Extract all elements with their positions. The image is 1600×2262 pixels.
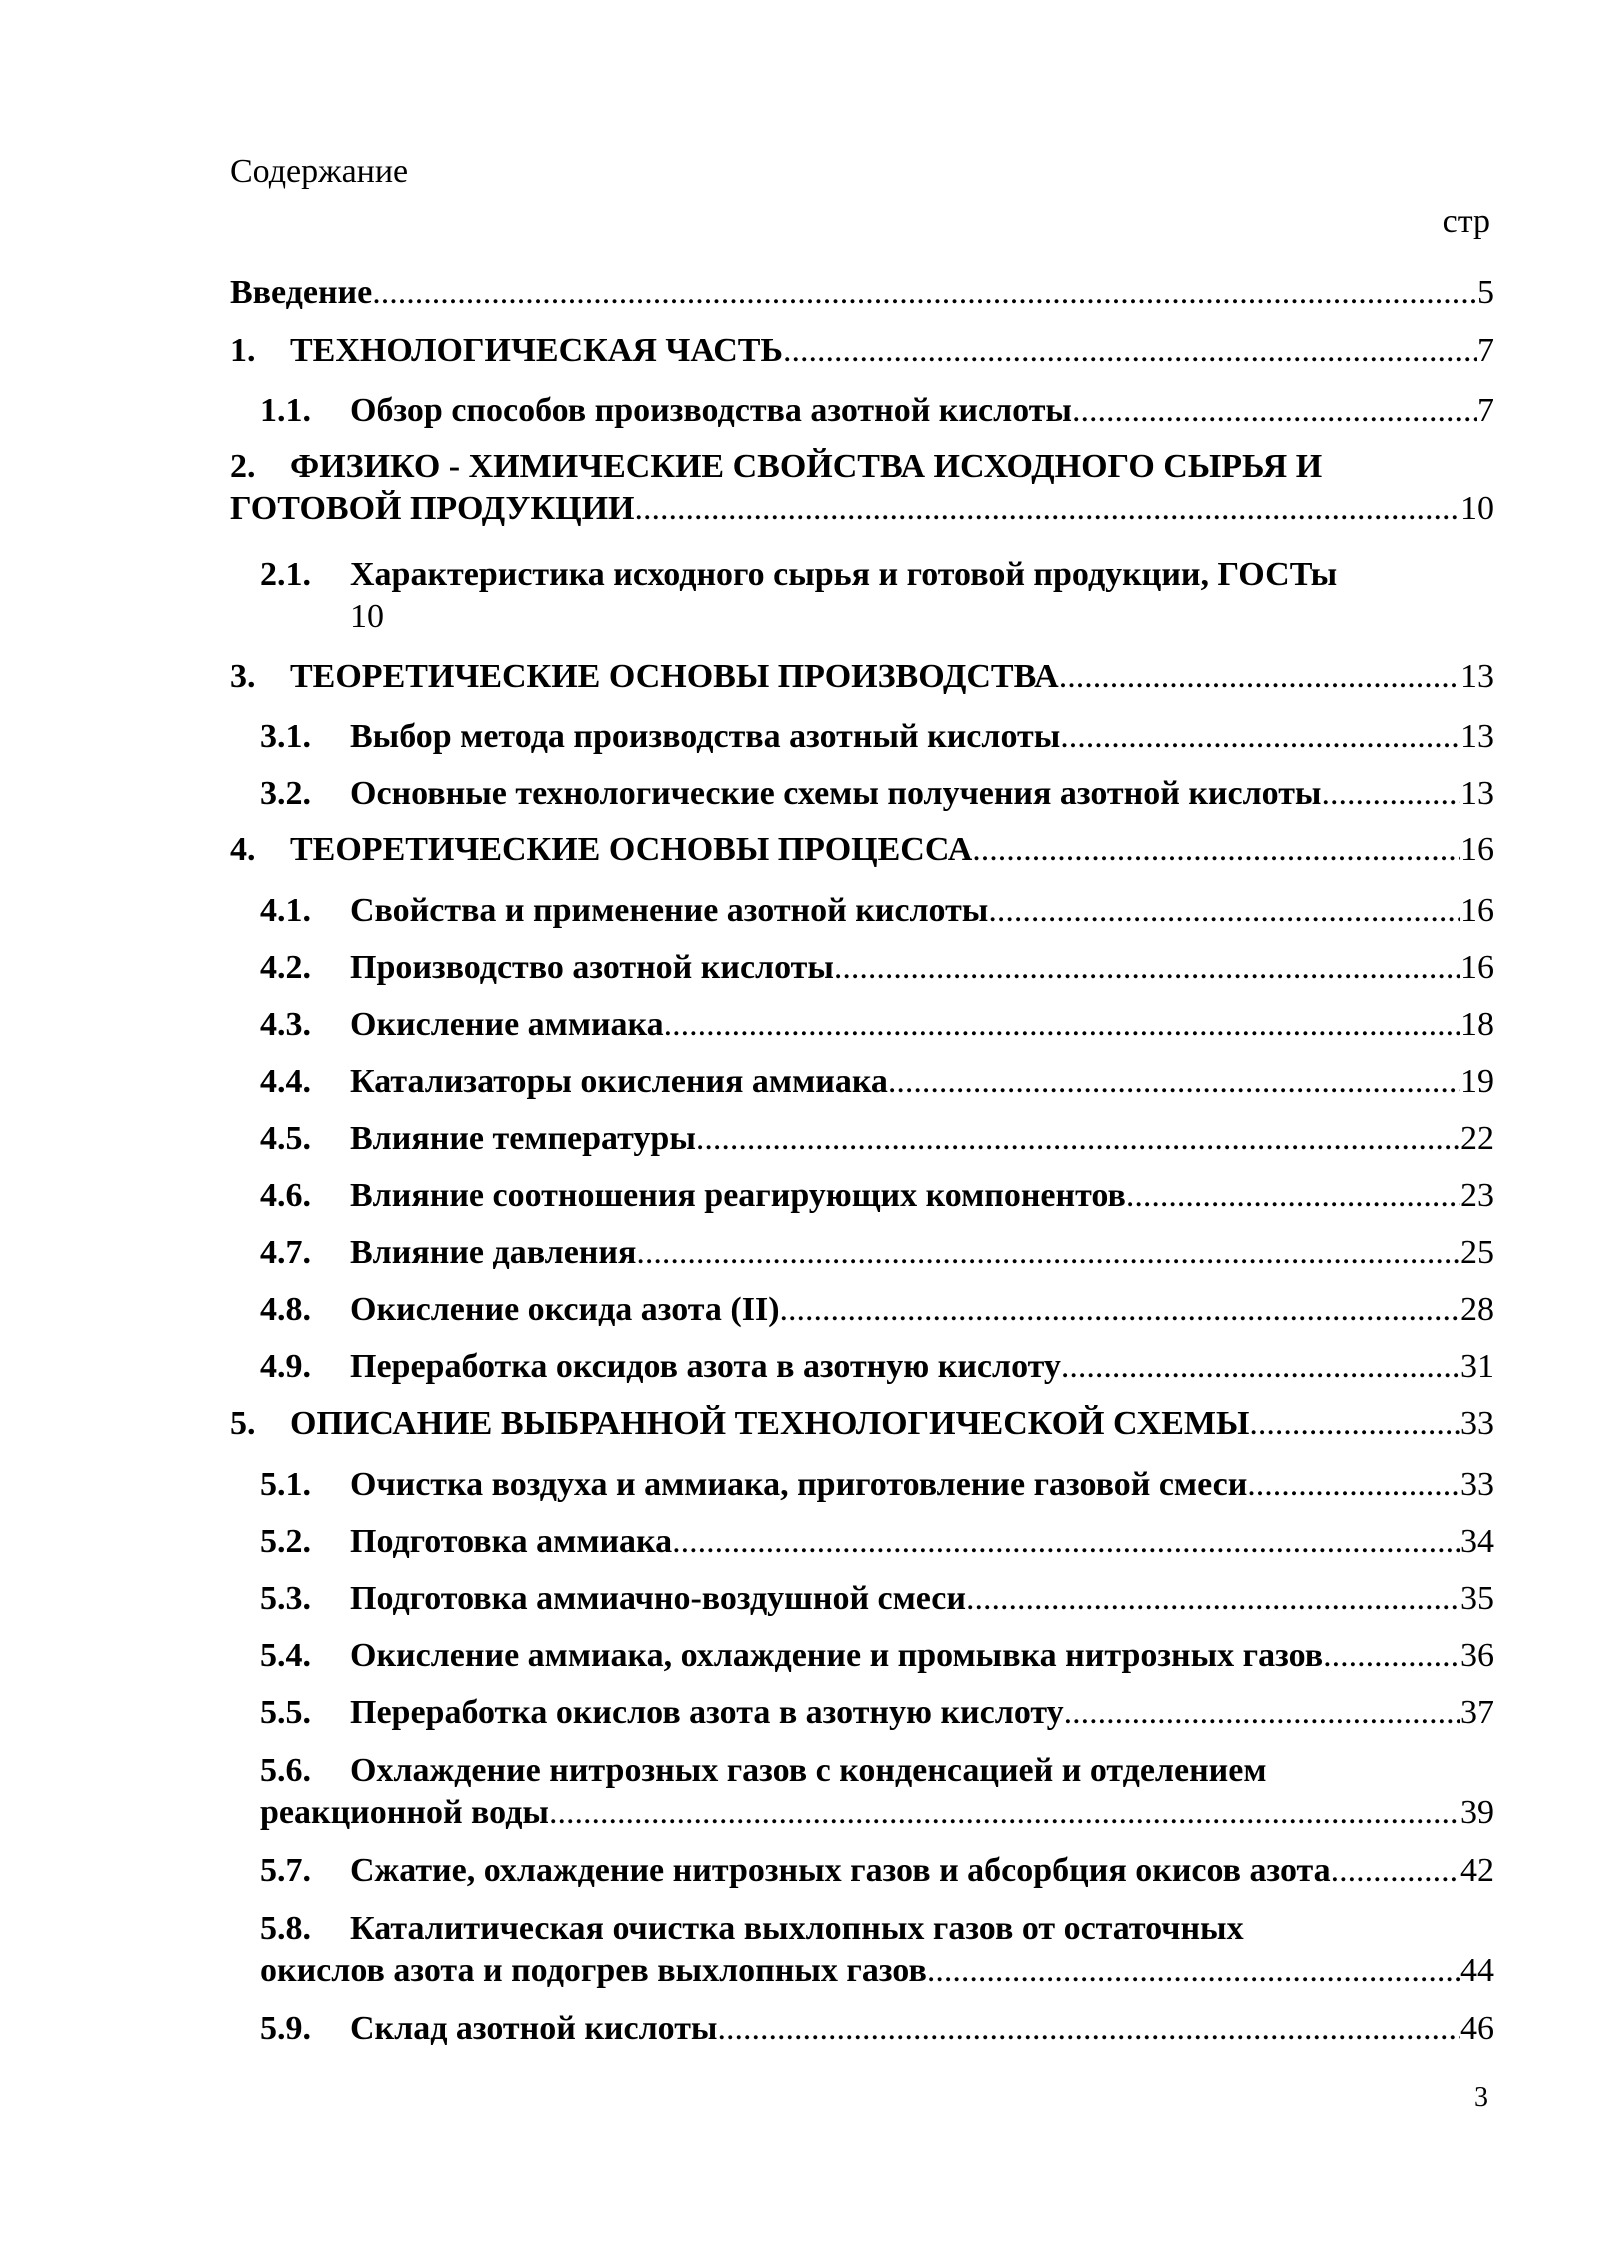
toc-entry-page: 33 <box>1460 1405 1494 1442</box>
toc-entry-number: 5.5. <box>260 1694 311 1731</box>
toc-entry-page: 16 <box>1460 892 1494 929</box>
toc-entry[interactable] <box>260 1004 1494 1046</box>
toc-entry-page: 5 <box>1477 274 1494 311</box>
toc-entry-page: 16 <box>1460 949 1494 986</box>
toc-entry-text-continued: ГОТОВОЙ ПРОДУКЦИИ <box>230 490 635 527</box>
toc-entry-text: ФИЗИКО - ХИМИЧЕСКИЕ СВОЙСТВА ИСХОДНОГО СЫРЬЯ И <box>290 448 1323 485</box>
toc-entry-number: 5. <box>230 1405 256 1442</box>
toc-entry[interactable] <box>230 656 1494 698</box>
toc-entry-page: 39 <box>1460 1794 1494 1831</box>
toc-entry-text: ТЕОРЕТИЧЕСКИЕ ОСНОВЫ ПРОИЗВОДСТВА <box>290 658 1059 695</box>
toc-entry-page: 31 <box>1460 1348 1494 1385</box>
toc-leader-dots <box>717 2008 1460 2050</box>
toc-entry-number: 3.2. <box>260 775 311 812</box>
toc-entry-page: 7 <box>1477 392 1494 429</box>
toc-entry-number: 3. <box>230 658 256 695</box>
toc-entry-text: Производство азотной кислоты <box>350 949 834 986</box>
toc-entry[interactable] <box>260 1692 1494 1734</box>
toc-entry-page: 35 <box>1460 1580 1494 1617</box>
toc-entry[interactable] <box>260 1521 1494 1563</box>
toc-entry-number: 5.9. <box>260 2010 311 2047</box>
toc-entry-number: 5.4. <box>260 1637 311 1674</box>
toc-leader-dots <box>834 947 1460 989</box>
toc-entry[interactable] <box>260 1061 1494 1103</box>
toc-entry-text: Подготовка аммиачно-воздушной смеси <box>350 1580 966 1617</box>
toc-entry-text: Влияние давления <box>350 1234 637 1271</box>
toc-entry-number: 5.2. <box>260 1523 311 1560</box>
toc-entry[interactable] <box>260 2008 1494 2050</box>
toc-entry[interactable] <box>260 1578 1494 1620</box>
page-column-header: стр <box>1442 203 1490 240</box>
toc-entry-page: 13 <box>1460 658 1494 695</box>
toc-entry-text: Свойства и применение азотной кислоты <box>350 892 989 929</box>
toc-leader-dots <box>966 1578 1460 1620</box>
toc-entry[interactable] <box>260 1464 1494 1506</box>
toc-entry-page: 33 <box>1460 1466 1494 1503</box>
toc-entry-number: 4.3. <box>260 1006 311 1043</box>
toc-entry-text: Переработка окислов азота в азотную кислоту <box>350 1694 1064 1731</box>
toc-leader-dots <box>1321 773 1460 815</box>
toc-entry[interactable] <box>260 1850 1494 1892</box>
toc-entry[interactable] <box>260 1232 1494 1274</box>
toc-entry-page: 23 <box>1460 1177 1494 1214</box>
toc-entry-number: 3.1. <box>260 718 311 755</box>
toc-leader-dots <box>988 890 1460 932</box>
toc-entry[interactable] <box>260 947 1494 989</box>
toc-leader-dots <box>549 1792 1460 1834</box>
toc-entry-page: 7 <box>1477 332 1494 369</box>
toc-entry-text: Обзор способов производства азотной кислоты <box>350 392 1072 429</box>
toc-entry-number: 5.1. <box>260 1466 311 1503</box>
toc-entry-number: 4.6. <box>260 1177 311 1214</box>
toc-entry-text: Каталитическая очистка выхлопных газов от остаточных <box>350 1910 1244 1947</box>
toc-entry[interactable] <box>260 1118 1494 1160</box>
toc-entry[interactable] <box>260 773 1494 815</box>
toc-entry[interactable] <box>260 1750 1494 1834</box>
toc-entry-number: 4.8. <box>260 1291 311 1328</box>
toc-entry-number: 5.7. <box>260 1852 311 1889</box>
toc-leader-dots <box>1061 1346 1460 1388</box>
toc-entry-text: Сжатие, охлаждение нитрозных газов и абсорбция окисов азота <box>350 1852 1331 1889</box>
toc-entry[interactable] <box>260 716 1494 758</box>
toc-entry-number: 5.3. <box>260 1580 311 1617</box>
toc-entry-text: Влияние температуры <box>350 1120 696 1157</box>
toc-leader-dots <box>1072 390 1477 432</box>
toc-leader-dots <box>372 272 1477 314</box>
toc-entry-text: Основные технологические схемы получения азотной кислоты <box>350 775 1322 812</box>
toc-entry-text: Влияние соотношения реагирующих компонентов <box>350 1177 1126 1214</box>
toc-entry-page: 10 <box>350 598 384 635</box>
toc-entry-number: 4.9. <box>260 1348 311 1385</box>
toc-entry-number: 5.8. <box>260 1910 311 1947</box>
toc-entry-number: 4.5. <box>260 1120 311 1157</box>
toc-entry-page: 25 <box>1460 1234 1494 1271</box>
toc-leader-dots <box>1059 656 1460 698</box>
toc-entry-number: 2. <box>230 448 256 485</box>
toc-entry-number: 4.4. <box>260 1063 311 1100</box>
toc-leader-dots <box>1064 1692 1460 1734</box>
toc-entry-text: Охлаждение нитрозных газов с конденсацией и отделением <box>350 1752 1267 1789</box>
toc-entry-text: ТЕХНОЛОГИЧЕСКАЯ ЧАСТЬ <box>290 332 783 369</box>
toc-entry[interactable] <box>230 446 1494 530</box>
toc-entry-page: 28 <box>1460 1291 1494 1328</box>
toc-entry-text: ТЕОРЕТИЧЕСКИЕ ОСНОВЫ ПРОЦЕССА <box>290 831 973 868</box>
toc-entry[interactable] <box>260 890 1494 932</box>
toc-leader-dots <box>636 1232 1460 1274</box>
toc-entry-page: 36 <box>1460 1637 1494 1674</box>
toc-leader-dots <box>1331 1850 1460 1892</box>
toc-leader-dots <box>783 330 1477 372</box>
toc-entry-text: Характеристика исходного сырья и готовой продукции, ГОСТы <box>350 556 1338 593</box>
toc-entry-page: 19 <box>1460 1063 1494 1100</box>
toc-entry-page: 34 <box>1460 1523 1494 1560</box>
toc-entry-text: Окисление аммиака, охлаждение и промывка нитрозных газов <box>350 1637 1324 1674</box>
toc-entry-number: 5.6. <box>260 1752 311 1789</box>
toc-entry-text: Переработка оксидов азота в азотную кислоту <box>350 1348 1061 1385</box>
toc-entry[interactable] <box>260 554 1494 638</box>
toc-entry-page: 13 <box>1460 775 1494 812</box>
toc-leader-dots <box>696 1118 1460 1160</box>
toc-entry-text: Очистка воздуха и аммиака, приготовление газовой смеси <box>350 1466 1248 1503</box>
toc-leader-dots <box>1247 1464 1460 1506</box>
toc-leader-dots <box>888 1061 1460 1103</box>
toc-entry-text: Подготовка аммиака <box>350 1523 673 1560</box>
toc-leader-dots <box>664 1004 1460 1046</box>
toc-entry[interactable] <box>260 1175 1494 1217</box>
toc-leader-dots <box>672 1521 1460 1563</box>
page-number: 3 <box>1474 2082 1488 2113</box>
toc-entry-number: 4. <box>230 831 256 868</box>
page-title: Содержание <box>230 153 409 190</box>
toc-entry-page: 10 <box>1460 490 1494 527</box>
toc-leader-dots <box>635 488 1461 530</box>
toc-entry[interactable] <box>260 1289 1494 1331</box>
toc-entry[interactable] <box>260 1346 1494 1388</box>
toc-entry-page: 37 <box>1460 1694 1494 1731</box>
toc-entry-page: 22 <box>1460 1120 1494 1157</box>
toc-entry-number: 2.1. <box>260 556 311 593</box>
toc-entry[interactable] <box>260 1908 1494 1992</box>
toc-entry[interactable] <box>230 829 1494 871</box>
toc-entry-text: Окисление оксида азота (II) <box>350 1291 780 1328</box>
toc-entry-text: ОПИСАНИЕ ВЫБРАННОЙ ТЕХНОЛОГИЧЕСКОЙ СХЕМЫ <box>290 1405 1250 1442</box>
toc-entry[interactable] <box>260 390 1494 432</box>
toc-entry-text-continued: окислов азота и подогрев выхлопных газов <box>260 1952 927 1989</box>
toc-entry[interactable] <box>230 330 1494 372</box>
toc-entry[interactable] <box>230 1403 1494 1445</box>
toc-entry-page: 44 <box>1460 1952 1494 1989</box>
toc-entry-page: 16 <box>1460 831 1494 868</box>
toc-entry-page: 46 <box>1460 2010 1494 2047</box>
toc-entry-text: Катализаторы окисления аммиака <box>350 1063 888 1100</box>
toc-leader-dots <box>1060 716 1460 758</box>
toc-entry-text: Выбор метода производства азотный кислоты <box>350 718 1061 755</box>
toc-entry-text: Введение <box>230 274 373 311</box>
toc-leader-dots <box>780 1289 1460 1331</box>
toc-entry-text: Склад азотной кислоты <box>350 2010 718 2047</box>
toc-entry-number: 1. <box>230 332 256 369</box>
toc-entry[interactable] <box>260 1635 1494 1677</box>
toc-entry-page: 42 <box>1460 1852 1494 1889</box>
toc-leader-dots <box>1323 1635 1460 1677</box>
toc-leader-dots <box>972 829 1460 871</box>
toc-entry-number: 4.1. <box>260 892 311 929</box>
toc-leader-dots <box>1249 1403 1460 1445</box>
toc-entry-number: 1.1. <box>260 392 311 429</box>
toc-leader-dots <box>927 1950 1460 1992</box>
toc-entry-page: 13 <box>1460 718 1494 755</box>
toc-entry-text: Окисление аммиака <box>350 1006 664 1043</box>
toc-entry[interactable] <box>230 272 1494 314</box>
toc-entry-page: 18 <box>1460 1006 1494 1043</box>
toc-leader-dots <box>1126 1175 1460 1217</box>
toc-entry-text-continued: реакционной воды <box>260 1794 549 1831</box>
toc-entry-number: 4.7. <box>260 1234 311 1271</box>
toc-entry-number: 4.2. <box>260 949 311 986</box>
